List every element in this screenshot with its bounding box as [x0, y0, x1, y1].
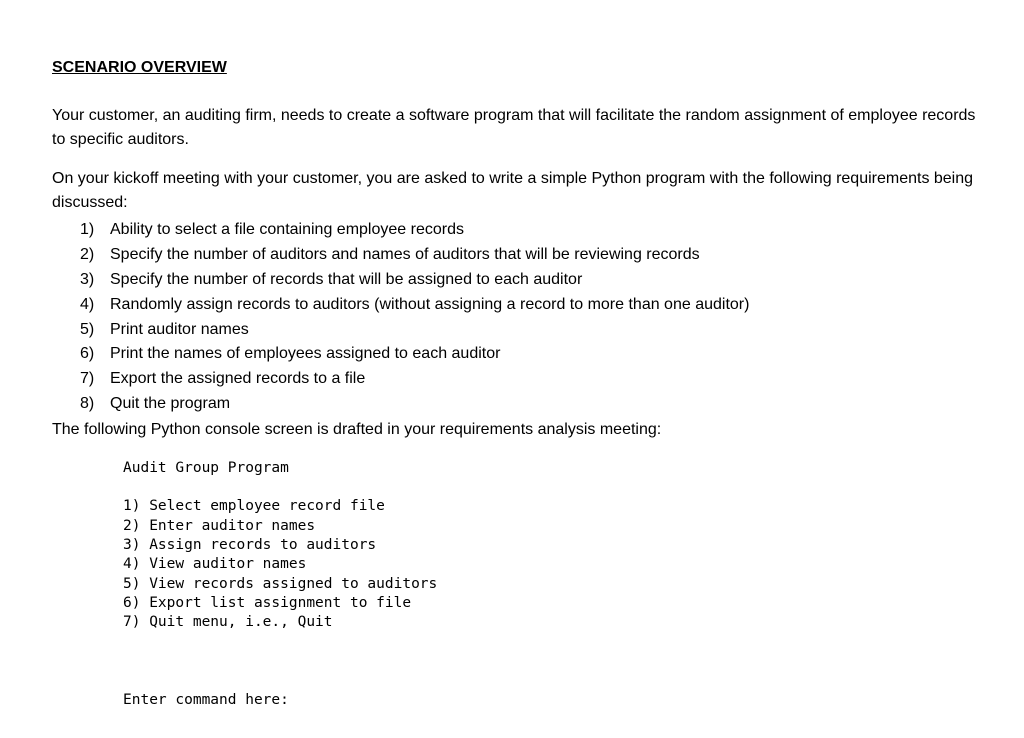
console-menu-item: 7) Quit menu, i.e., Quit: [123, 614, 333, 631]
requirements-list: [52, 219, 992, 415]
requirement-item: [52, 319, 992, 341]
console-menu-item: 4) View auditor names: [123, 556, 307, 573]
requirement-text: Quit the program: [110, 395, 231, 413]
section-heading: SCENARIO OVERVIEW: [52, 59, 227, 76]
requirement-number: 1): [80, 221, 95, 238]
requirement-number: 5): [80, 320, 95, 338]
console-menu-item: 2) Enter auditor names: [123, 517, 316, 534]
console-menu-item: 3) Assign records to auditors: [123, 537, 377, 554]
requirement-item: [52, 244, 992, 266]
requirement-item: [52, 219, 992, 241]
requirement-number: 4): [80, 295, 95, 313]
requirement-item: [52, 343, 992, 365]
intro-paragraph: Your customer, an auditing firm, needs to create a software program that will facilitate the random assignment of employee records to specific auditors.: [52, 107, 976, 148]
requirement-text: Specify the number of auditors and names of auditors that will be reviewing records: [110, 245, 700, 263]
requirement-number: 3): [80, 270, 95, 288]
requirement-text: Randomly assign records to auditors (without assigning a record to more than one auditor): [110, 295, 750, 313]
console-menu-item: 1) Select employee record file: [123, 498, 385, 515]
requirement-number: 6): [80, 345, 95, 363]
console-title: Audit Group Program: [123, 460, 289, 477]
requirement-item: [52, 368, 992, 390]
console-prompt: Enter command here:: [123, 691, 289, 708]
requirement-number: 8): [80, 395, 95, 413]
requirement-text: Print the names of employees assigned to each auditor: [110, 345, 501, 363]
console-menu-item: 5) View records assigned to auditors: [123, 575, 438, 592]
console-menu-item: 6) Export list assignment to file: [123, 594, 412, 611]
requirement-item: [52, 393, 992, 415]
requirement-text: Export the assigned records to a file: [110, 370, 366, 388]
requirement-number: 7): [80, 370, 95, 388]
requirement-text: Ability to select a file containing employee records: [110, 221, 464, 238]
requirement-item: [52, 294, 992, 316]
requirement-item: [52, 269, 992, 291]
document-page: [52, 58, 992, 710]
console-intro-paragraph: The following Python console screen is drafted in your requirements analysis meeting:: [52, 421, 662, 439]
requirement-text: Specify the number of records that will be assigned to each auditor: [110, 270, 583, 288]
console-screen: [123, 459, 992, 710]
kickoff-paragraph: On your kickoff meeting with your customer, you are asked to write a simple Python program with the following requirements being discussed:: [52, 170, 974, 211]
requirement-number: 2): [80, 245, 95, 263]
console-menu: [123, 497, 992, 632]
requirement-text: Print auditor names: [110, 320, 249, 338]
